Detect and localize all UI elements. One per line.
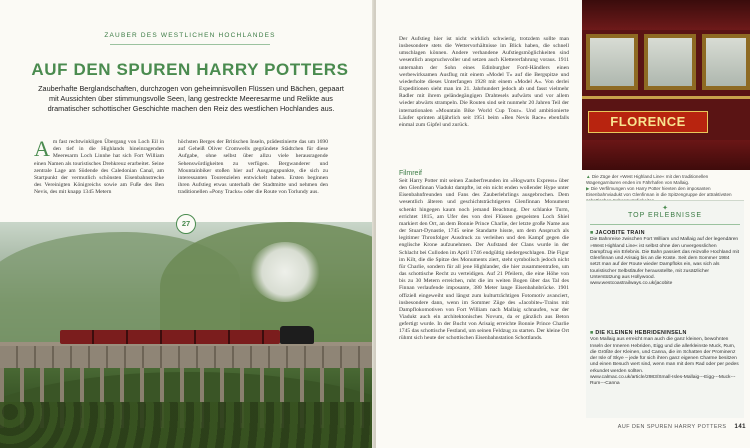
star-icon: ✦ (662, 204, 668, 212)
sidebar-item-heading: ■ JACOBITE TRAIN (590, 230, 645, 236)
body-column-right-bottom: Seit Harry Potter mit seinen Zauberfreunden im »Hogwarts Express« über den Glenfinnan Viadukt dampfte, ist ein nicht enden wollender Hype unter Eisenbahnfreunden und Fans des Zauberlehrlings ausgebrochen. Dem wesentlich älteren und geschichtsträchtigeren Glenfinnan Monument schenkt hingegen kaum noch jemand Beachtung. Der schlanke Turm, errichtet 1815, am Ufer des von drei Flüssen gespeisten Loch Shiel markiert den Ort, an dem Bonnie Prince Charlie, der letzte große Name aus der Stuart-Dynastie, 1745 seine Standarte hisste, um dem Anspruch als legitimer Thronfolger Ausdruck zu verleihen und den Kampf gegen die englische Krone aufzunehmen. Der Aufstand der Clans wurde in der Schlacht bei Culloden im April 1746 endgültig niedergeschlagen. Die Figur im Kilt, die die Spitze des Monuments ziert, steht symbolisch jedoch nicht für Charlie, sondern für all jene Highlander, die hier zusammentrafen, um das schottische Recht zu verteidigen. Auf 21 Pfeilern, die eine Höhe von bis zu 30 Metern erreichen, ruht die im weiten Bogen über das Tal des Finnan verlaufende imposante, 380 Meter lange Eisenbahnbrücke. 1901 offiziell eingeweiht und längst zum kulturträchtigen Fotomotiv avanciert, insbesondere dann, wenn im Sommer Züge des »Jacobite«-Trains mit Dampflokomotiven von Fort William nach Mallaig schnaufen, war der Viadukt auch ein architektonisches Novum, da er gänzlich aus Beton gefertigt wurde. In der Bucht von Arisaig erreichte Bonnie Prince Charlie 1745 das schottische Festland, um seinen Feldzug zu starten. Der kleine Ort rühmt sich heute der schottischen Eisenbahnstation Schottlands. (399, 178, 569, 342)
triangle-bullet-icon: ■ (590, 330, 596, 336)
sidebar-item-text: Die Bahnreise zwischen Fort William und Mallaig auf der legendären »West Highland Line« ist selbst ohne den unvergesslichen Dampfzug ein Erlebnis. Die Bahn passiert das reizvolle Hochland mit Glenfinnan und Arisaig bis an die Küste. Seit dem Sommer 1984 setzt man auf der Route wieder Dampfloks ein, was sich als touristischer Selbstläufer herausstellte, mit zusätzlicher Unterstützung aus Hollywood. (590, 237, 739, 281)
intro-paragraph: Zauberhafte Berglandschaften, durchzogen von geheimnisvollen Flüssen und Bächen, gepaart mit Aussichten über stimmungsvolle Seen, lang gestreckte Meeresarme und Relikte aus dramatischer schottischer Geschichte machen den Reiz des westlichen Hochlandes aus. (38, 84, 344, 113)
sidebar-item-heading: ■ DIE KLEINEN HEBRIDENINSELN (590, 330, 687, 336)
body-column-b: höchsten Berges der Britischen Inseln, prädestinierte das um 1690 auf Geheiß Oliver Cromwells gegründete Städtchen für diese Aufgabe, ohne selbst über allzu viele herausragende Sehenswürdigkeiten zu verfügen. Bergwanderer und Mountainbiker stoßen hier auf Ausgangspunkte, die sich zu interessanten Tourenzielen entwickelt haben. Ersten beginnen ihren Aufstieg etwas unterhalb der Stadtmitte und nehmen den traditionellen »Pony Tracks« oder die Route von Torlundy aus. (178, 139, 328, 196)
caption-line-2: ▶ Die Verfilmungen von Harry Potter hievten den imposanten Eisenbahnviadukt von Glenfinnan in die Spitzengruppe der attraktivsten (586, 186, 732, 197)
section-kicker: ZAUBER DES WESTLICHEN HOCHLANDES (104, 32, 276, 39)
sidebar-item-link[interactable]: www.calmac.co.uk/article/2983/Small-Isles-Mallaig---Eigg---Muck---Rum---Canna (590, 375, 736, 387)
steam-locomotive (280, 326, 314, 344)
viaduct-deck (0, 342, 374, 368)
sidebar-item-text: Von Mallaig aus erreicht man auch die ganz kleinen, bewohnten Inseln der Inneren Hebriden, Eigg und die allerkleinste Muck, Rum, die Größte der Kleinen, und Canna, die im Schatten der Prominenz der Isle of Skye – jede für sich ihren ganz eigenen Charme besitzen und einen Besuch wert sind, wenn man mit dem Rad oder per pedes erkundet werden sollten. (590, 337, 739, 374)
caption-line-1: ▲ Die Züge der »West Highland Line« mit den traditionellen Wagengarnituren enden im Fährhafen von Mallaig. (586, 174, 709, 185)
right-page (376, 0, 750, 448)
body-column-a (34, 136, 164, 197)
caption-triangle-icon: ▶ (586, 186, 591, 191)
caption-triangle-icon: ▲ (586, 174, 592, 179)
kicker-divider (110, 44, 270, 45)
steam-train-carriages (60, 330, 280, 344)
map-reference-badge: 27 (176, 214, 196, 234)
drop-cap: A (34, 136, 50, 161)
sidebar-item (590, 330, 740, 388)
sidebar-title: TOP ERLEBNISSE (627, 212, 703, 219)
page-number: 141 (734, 424, 746, 430)
viaduct-photo (0, 222, 374, 448)
body-text-a: m fast rechtwinkligen Übergang von Loch Eil in den tief in die Highlands hineinragenden Meeresarm Loch Linnhe hat sich Fort William einen Namen als touristisches Drehkreuz erarbeitet. Seine zentrale Lage am Südende des Caledonian Canal, am Startpunkt der vermutlich schönsten Eisenbahnstrecke des Vereinigten Königreichs sowie am Fuße des Ben Nevis, des mit knapp 1345 Metern (34, 139, 164, 196)
body-column-right-top: Der Aufstieg hier ist nicht wirklich schwierig, trotzdem sollte man insbesondere stets die Wettervorhältnisse im Blick haben, die schnell umschlagen können. Andere verhandene Aufstiegsmöglichkeiten sind wesentlich anspruchsvoller und setzen auch Klettererfahrung voraus. 1911 unternahm der Sohn eines Edinburgher Ford-Händlers einen werbewirksamen Ausflug mit einem »Model T« auf die Bergspitze und wiederholte dieses Unterfangen 1928 mit einem »Model A«. Von derlei Expeditionen sieht man im 21. Jahrhundert jedoch ab und fasst vielmehr Radler mit ihrem geländegängigen Drahtesels aufwärts und vor allem wieder abwärts strampeln. Die Routen sind seit nunmehr 20 Jahren Teil der internationalen »Mountain Bike World Cup Tour«. Und ambitionierte Läufer sprinten alljährlich seit 1951 beim »Ben Nevis Race« ebenfalls einmal zum Gipfel und zurück. (399, 36, 569, 128)
sidebar-item (590, 230, 740, 288)
page-footer (586, 424, 746, 430)
running-title: AUF DEN SPUREN HARRY POTTERS (617, 424, 727, 430)
page-headline: AUF DEN SPUREN HARRY POTTERS (31, 60, 349, 79)
sidebar-item-link[interactable]: www.westcoastrailways.co.uk/jacobite (590, 281, 673, 287)
triangle-bullet-icon: ■ (590, 230, 596, 236)
left-page (0, 0, 374, 448)
sidebar-divider (590, 224, 740, 225)
section-subhead: Filmreif (399, 170, 422, 177)
destination-board: FLORENCE (588, 111, 708, 133)
train-window-photo (582, 0, 750, 170)
